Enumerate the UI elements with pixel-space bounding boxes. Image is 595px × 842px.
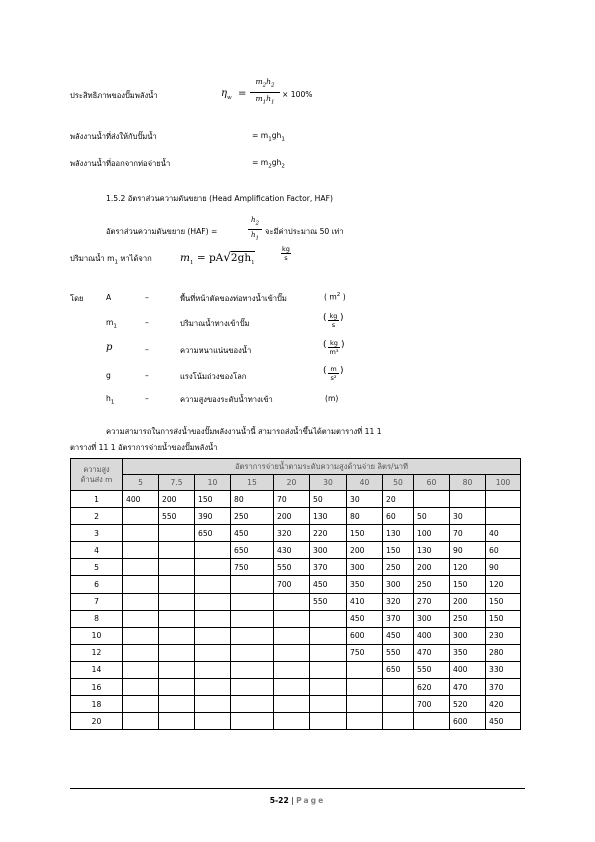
table-column-header: 7.5 xyxy=(159,475,195,491)
table-cell: 370 xyxy=(383,610,414,627)
equals-sign: = xyxy=(238,88,247,99)
table-cell xyxy=(123,661,159,678)
variable-desc: ปริมาณน้ำทางเข้าปั๊ม xyxy=(180,319,250,328)
table-group-header: อัตราการจ่ายน้ำตามระดับความสูงด้านจ่าย ลิตร/นาที xyxy=(123,459,521,475)
table-cell xyxy=(310,661,347,678)
haf-prefix: อัตราส่วนความดันขยาย (HAF) = xyxy=(106,227,218,236)
table-cell xyxy=(231,713,274,730)
table-cell: 40 xyxy=(486,525,521,542)
table-cell xyxy=(159,542,195,559)
table-row xyxy=(71,627,521,644)
table-cell: 150 xyxy=(383,542,414,559)
footer-separator: | xyxy=(288,796,297,805)
table-cell xyxy=(231,696,274,713)
table-cell xyxy=(347,713,383,730)
table-cell: 330 xyxy=(486,661,521,678)
eta-symbol: $\eta_w$ xyxy=(221,88,232,101)
row-height-cell: 14 xyxy=(71,661,123,678)
table-row xyxy=(71,661,521,678)
table-cell xyxy=(486,491,521,508)
table-cell: 230 xyxy=(486,627,521,644)
variable-dash: – xyxy=(145,318,149,327)
unit-close-paren: ) xyxy=(340,366,344,376)
table-row xyxy=(71,610,521,627)
table-cell: 550 xyxy=(159,508,195,525)
table-cell xyxy=(123,696,159,713)
mass-flow-prefix: ปริมาณน้ำ $m_1$ หาได้จาก xyxy=(70,254,152,266)
table-row xyxy=(71,491,521,508)
table-cell: 550 xyxy=(274,559,310,576)
variable-dash: – xyxy=(145,371,149,380)
table-cell: 270 xyxy=(414,593,450,610)
variable-desc: แรงโน้มถ่วงของโลก xyxy=(180,372,247,381)
table-column-header: 40 xyxy=(347,475,383,491)
table-cell: 130 xyxy=(414,542,450,559)
table-cell: 400 xyxy=(414,627,450,644)
energy-out-label: พลังงานน้ำที่ออกจากท่อจ่ายน้ำ xyxy=(70,159,171,168)
row-height-cell: 12 xyxy=(71,644,123,661)
table-cell xyxy=(231,661,274,678)
table-cell: 300 xyxy=(310,542,347,559)
table-cell xyxy=(274,610,310,627)
variable-symbol: A xyxy=(106,293,112,302)
table-cell xyxy=(231,679,274,696)
table-cell xyxy=(274,627,310,644)
table-cell xyxy=(123,559,159,576)
table-cell: 410 xyxy=(347,593,383,610)
table-cell xyxy=(231,610,274,627)
row-height-cell: 16 xyxy=(71,679,123,696)
table-cell xyxy=(414,491,450,508)
table-cell: 130 xyxy=(383,525,414,542)
section-heading: 1.5.2 อัตราส่วนความดันขยาย (Head Amplification Factor, HAF) xyxy=(106,194,333,203)
table-cell: 120 xyxy=(450,559,486,576)
table-column-header: 60 xyxy=(414,475,450,491)
table-cell: 450 xyxy=(486,713,521,730)
table-column-header: 10 xyxy=(195,475,231,491)
table-cell: 450 xyxy=(347,610,383,627)
table-cell xyxy=(195,610,231,627)
table-cell xyxy=(347,696,383,713)
table-cell xyxy=(231,576,274,593)
row-height-cell: 3 xyxy=(71,525,123,542)
table-cell: 50 xyxy=(310,491,347,508)
table-cell: 550 xyxy=(383,644,414,661)
table-cell xyxy=(274,679,310,696)
table-cell xyxy=(123,644,159,661)
table-cell xyxy=(195,576,231,593)
table-cell: 90 xyxy=(486,559,521,576)
table-cell: 300 xyxy=(347,559,383,576)
table-column-header: 15 xyxy=(231,475,274,491)
table-cell: 70 xyxy=(450,525,486,542)
table-column-header: 80 xyxy=(450,475,486,491)
variable-unit: m s² xyxy=(328,365,339,382)
table-cell: 100 xyxy=(414,525,450,542)
table-cell: 600 xyxy=(347,627,383,644)
flow-rate-table xyxy=(70,458,521,730)
row-height-cell: 18 xyxy=(71,696,123,713)
row-height-cell: 7 xyxy=(71,593,123,610)
table-cell: 20 xyxy=(383,491,414,508)
table-cell: 550 xyxy=(414,661,450,678)
variable-desc: พื้นที่หน้าตัดของท่อทางน้ำเข้าปั๊ม xyxy=(180,294,287,303)
table-cell: 470 xyxy=(450,679,486,696)
table-row xyxy=(71,679,521,696)
table-cell xyxy=(159,576,195,593)
table-cell: 350 xyxy=(347,576,383,593)
variable-unit: kg m³ xyxy=(329,339,339,356)
row-height-cell: 6 xyxy=(71,576,123,593)
energy-in-label: พลังงานน้ำที่ส่งให้กับปั๊มน้ำ xyxy=(70,132,157,141)
table-cell: 130 xyxy=(310,508,347,525)
table-cell: 250 xyxy=(231,508,274,525)
table-cell xyxy=(310,644,347,661)
table-cell xyxy=(310,679,347,696)
table-cell: 250 xyxy=(383,559,414,576)
table-cell xyxy=(347,661,383,678)
energy-out-formula: = $m_2gh_2$ xyxy=(252,158,285,170)
table-cell xyxy=(274,661,310,678)
page-number: 5-22 xyxy=(269,796,289,805)
variable-symbol: $m_1$ xyxy=(106,318,117,330)
variable-desc: ความหนาแน่นของน้ำ xyxy=(180,346,252,355)
table-cell: 420 xyxy=(486,696,521,713)
table-cell xyxy=(486,508,521,525)
table-cell: 400 xyxy=(450,661,486,678)
table-cell xyxy=(159,696,195,713)
table-cell: 200 xyxy=(347,542,383,559)
efficiency-label: ประสิทธิภาพของปั๊มพลังน้ำ xyxy=(70,91,158,100)
table-cell: 300 xyxy=(414,610,450,627)
table-cell: 80 xyxy=(347,508,383,525)
table-cell: 30 xyxy=(347,491,383,508)
table-cell: 390 xyxy=(195,508,231,525)
variable-unit: (m) xyxy=(325,394,339,403)
table-cell xyxy=(274,644,310,661)
unit-close-paren: ) xyxy=(341,340,345,350)
table-cell xyxy=(159,713,195,730)
table-cell xyxy=(123,593,159,610)
unit-open-paren: ( xyxy=(323,313,327,323)
table-cell: 60 xyxy=(486,542,521,559)
table-cell: 200 xyxy=(159,491,195,508)
table-cell: 370 xyxy=(310,559,347,576)
table-cell xyxy=(159,627,195,644)
table-cell: 700 xyxy=(414,696,450,713)
table-cell xyxy=(274,593,310,610)
page-footer xyxy=(0,796,595,805)
table-cell xyxy=(159,593,195,610)
table-cell: 550 xyxy=(310,593,347,610)
table-row xyxy=(71,559,521,576)
table-cell: 520 xyxy=(450,696,486,713)
table-cell xyxy=(123,627,159,644)
table-cell xyxy=(195,593,231,610)
mass-flow-unit: kg s xyxy=(282,245,290,262)
table-cell xyxy=(159,679,195,696)
table-cell: 650 xyxy=(383,661,414,678)
unit-open-paren: ( xyxy=(323,366,327,376)
table-cell: 300 xyxy=(450,627,486,644)
table-cell xyxy=(159,559,195,576)
table-cell: 150 xyxy=(486,593,521,610)
table-cell xyxy=(123,679,159,696)
table-cell xyxy=(195,713,231,730)
table-cell: 150 xyxy=(450,576,486,593)
table-cell: 450 xyxy=(310,576,347,593)
table-cell: 650 xyxy=(195,525,231,542)
table-cell: 280 xyxy=(486,644,521,661)
table-corner-header: ความสูง ด้านส่ง m xyxy=(71,459,123,491)
table-cell xyxy=(159,610,195,627)
table-cell xyxy=(383,696,414,713)
table-row xyxy=(71,542,521,559)
variable-dash: – xyxy=(145,394,149,403)
table-cell xyxy=(195,679,231,696)
row-height-cell: 4 xyxy=(71,542,123,559)
row-height-cell: 5 xyxy=(71,559,123,576)
table-cell: 150 xyxy=(347,525,383,542)
table-row xyxy=(71,644,521,661)
table-cell xyxy=(231,593,274,610)
table-cell: 750 xyxy=(231,559,274,576)
table-row xyxy=(71,576,521,593)
energy-in-formula: = $m_1gh_1$ xyxy=(252,131,285,143)
variable-symbol: g xyxy=(106,371,111,380)
table-cell: 450 xyxy=(383,627,414,644)
haf-suffix: จะมีค่าประมาณ 50 เท่า xyxy=(265,227,344,236)
footer-page-word: Page xyxy=(296,796,326,805)
table-cell xyxy=(123,576,159,593)
table-cell: 250 xyxy=(450,610,486,627)
table-cell xyxy=(383,713,414,730)
table-cell: 650 xyxy=(231,542,274,559)
variable-unit: kg s xyxy=(329,312,338,329)
table-cell: 350 xyxy=(450,644,486,661)
variable-symbol: p xyxy=(106,342,113,353)
table-cell xyxy=(159,644,195,661)
table-cell: 320 xyxy=(383,593,414,610)
table-cell: 60 xyxy=(383,508,414,525)
footer-divider xyxy=(70,788,525,789)
table-cell xyxy=(347,679,383,696)
variable-dash: – xyxy=(145,345,149,354)
row-height-cell: 2 xyxy=(71,508,123,525)
table-cell xyxy=(195,627,231,644)
efficiency-times: × 100% xyxy=(282,90,313,99)
table-column-header: 100 xyxy=(486,475,521,491)
table-row xyxy=(71,713,521,730)
table-cell: 220 xyxy=(310,525,347,542)
table-cell xyxy=(310,610,347,627)
table-column-header: 30 xyxy=(310,475,347,491)
table-cell xyxy=(195,661,231,678)
table-cell xyxy=(231,627,274,644)
table-cell: 250 xyxy=(414,576,450,593)
table-cell: 370 xyxy=(486,679,521,696)
table-cell: 430 xyxy=(274,542,310,559)
table-cell: 150 xyxy=(195,491,231,508)
table-cell xyxy=(274,713,310,730)
variable-desc: ความสูงของระดับน้ำทางเข้า xyxy=(180,395,273,404)
table-cell: 120 xyxy=(486,576,521,593)
variable-symbol: $h_1$ xyxy=(106,394,115,406)
row-height-cell: 10 xyxy=(71,627,123,644)
table-column-header: 50 xyxy=(383,475,414,491)
table-cell: 150 xyxy=(486,610,521,627)
variable-unit: ( $m^2$ ) xyxy=(324,292,346,302)
row-height-cell: 20 xyxy=(71,713,123,730)
table-row xyxy=(71,525,521,542)
table-row xyxy=(71,593,521,610)
table-cell xyxy=(159,525,195,542)
table-cell: 90 xyxy=(450,542,486,559)
table-cell xyxy=(123,610,159,627)
table-cell xyxy=(414,713,450,730)
table-cell: 620 xyxy=(414,679,450,696)
table-cell xyxy=(123,525,159,542)
table-cell: 200 xyxy=(450,593,486,610)
capacity-paragraph: ความสามารถในการส่งน้ำของปั๊มพลังงานน้ำนี้ สามารถส่งน้ำขึ้นได้ตามตารางที่ 11 1 xyxy=(106,427,382,436)
table-cell xyxy=(123,713,159,730)
table-cell xyxy=(159,661,195,678)
haf-fraction: $h_2$ $h_1$ xyxy=(248,216,262,244)
table-cell: 200 xyxy=(274,508,310,525)
table-cell: 80 xyxy=(231,491,274,508)
mass-flow-formula: $m_1 = pA√2gh_1$ xyxy=(180,250,255,267)
table-cell xyxy=(231,644,274,661)
table-cell xyxy=(274,696,310,713)
table-row xyxy=(71,508,521,525)
unit-open-paren: ( xyxy=(323,340,327,350)
table-cell xyxy=(310,696,347,713)
table-cell xyxy=(310,627,347,644)
table-cell: 450 xyxy=(231,525,274,542)
table-cell xyxy=(195,542,231,559)
variables-intro: โดย xyxy=(70,294,84,303)
table-column-header: 5 xyxy=(123,475,159,491)
table-cell: 300 xyxy=(383,576,414,593)
table-caption: ตารางที่ 11 1 อัตราการจ่ายน้ำของปั๊มพลังน้ำ xyxy=(70,443,218,452)
table-cell: 600 xyxy=(450,713,486,730)
table-cell: 750 xyxy=(347,644,383,661)
table-cell: 700 xyxy=(274,576,310,593)
table-cell: 470 xyxy=(414,644,450,661)
table-cell xyxy=(123,508,159,525)
table-cell xyxy=(195,696,231,713)
table-cell: 400 xyxy=(123,491,159,508)
efficiency-fraction: $m_2h_2$ $m_1h_1$ xyxy=(250,77,280,107)
table-cell xyxy=(123,542,159,559)
table-row xyxy=(71,696,521,713)
row-height-cell: 1 xyxy=(71,491,123,508)
table-cell: 70 xyxy=(274,491,310,508)
table-cell xyxy=(383,679,414,696)
table-cell xyxy=(195,559,231,576)
table-cell: 50 xyxy=(414,508,450,525)
table-cell xyxy=(310,713,347,730)
table-cell xyxy=(450,491,486,508)
variable-dash: – xyxy=(145,293,149,302)
table-cell: 320 xyxy=(274,525,310,542)
row-height-cell: 8 xyxy=(71,610,123,627)
table-cell xyxy=(195,644,231,661)
table-column-header: 20 xyxy=(274,475,310,491)
table-cell: 30 xyxy=(450,508,486,525)
table-cell: 200 xyxy=(414,559,450,576)
unit-close-paren: ) xyxy=(340,313,344,323)
